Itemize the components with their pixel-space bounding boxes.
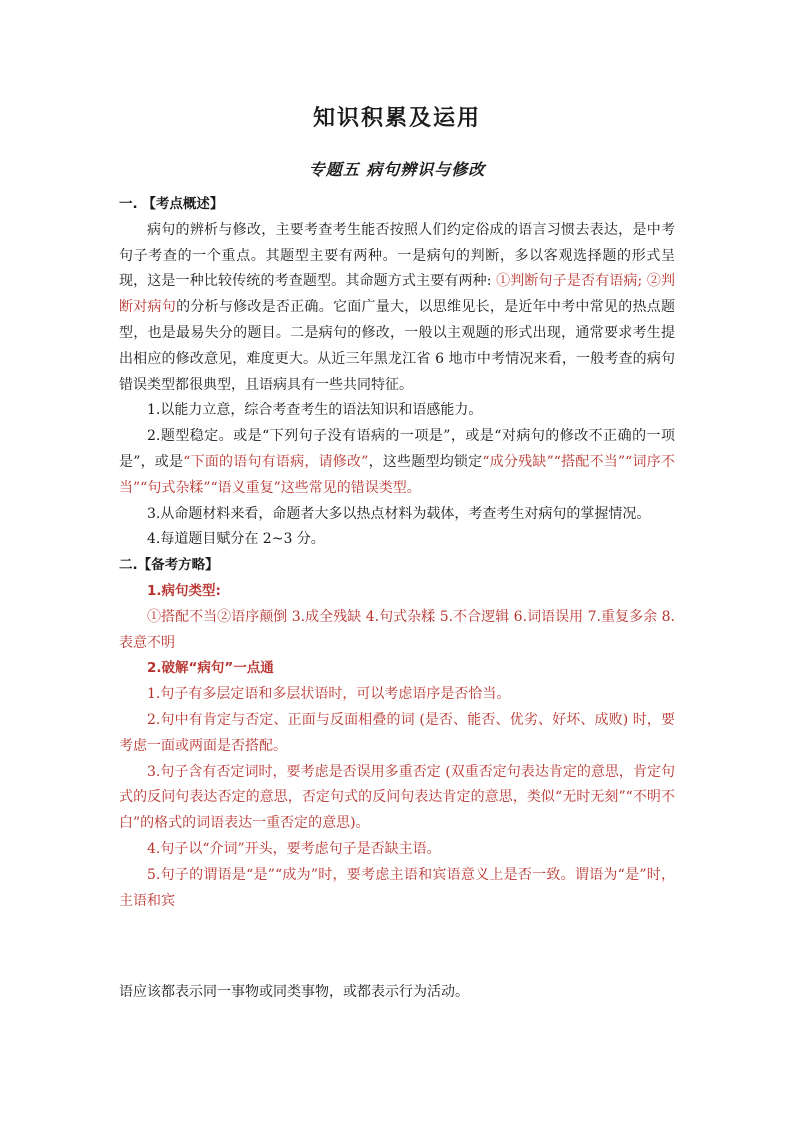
section-heading-strategy: 二.【备考方略】 bbox=[119, 557, 219, 574]
point2-text-a: 2.题型稳定。或是“下列句子没有语病的一项是”，或是“对病句的修改不正确的一项是”，或是 bbox=[119, 428, 675, 470]
point2-highlight-2: “成分残缺”“搭配不当”“词序不当”“句式杂糅”“语义重复” bbox=[119, 453, 675, 496]
page-subtitle: 专题五 病句辨识与修改 bbox=[308, 160, 486, 179]
strategy-sub-heading-2: 2.破解“病句”一点通 bbox=[147, 660, 274, 677]
overview-text-a: 病句的辨析与修改，主要考查考生能否按照人们约定俗成的语言习惯去表达，是中考句子考查的一个重点。其题型主要有两种。一是病句的判断，多以客观选择题的形式呈现，这是一种比较传统的考查题型。其命题方式主要有两种: bbox=[119, 221, 675, 290]
page-title: 知识积累及运用 bbox=[312, 106, 481, 131]
section-heading-overview: 一. 【考点概述】 bbox=[119, 196, 224, 212]
strategy-sub-heading-1: 1.病句类型: bbox=[147, 582, 221, 599]
point2-highlight-1: “下面的语句有语病，请修改” bbox=[183, 453, 369, 470]
overview-point-3: 3.从命题材料来看，命题者大多以热点材料为载体，考查考生对病句的掌握情况。 bbox=[147, 505, 651, 522]
overview-point-4: 4.每道题目赋分在 2~3 分。 bbox=[147, 531, 325, 548]
strategy-tip-5: 5.句子的谓语是“是”“成为”时，要考虑主语和宾语意义上是否一致。谓语为“是”时，主语和宾 bbox=[119, 866, 675, 909]
main-content bbox=[119, 192, 675, 914]
strategy-tip-3: 3.句子含有否定词时，要考虑是否误用多重否定 (双重否定句表达肯定的意思，肯定句式的反问句表达否定的意思，否定句式的反问句表达肯定的意思，类似“无时无刻”“不明不白”的格式的词语表达一重否定的意思)。 bbox=[119, 763, 675, 832]
point2-text-b: ，这些题型均锁定 bbox=[368, 453, 483, 470]
error-type-list: ①搭配不当②语序颠倒 3.成全残缺 4.句式杂糅 5.不合逻辑 6.词语误用 7.重复多余 8.表意不明 bbox=[119, 608, 675, 651]
overview-highlight: ①判断句子是否有语病; ②判断对病句 bbox=[119, 273, 676, 316]
point2-text-c: 这些常见的错误类型。 bbox=[280, 479, 421, 496]
strategy-tip-4: 4.句子以“介词”开头，要考虑句子是否缺主语。 bbox=[147, 840, 441, 857]
strategy-tip-1: 1.句子有多层定语和多层状语时，可以考虑语序是否恰当。 bbox=[147, 686, 511, 703]
strategy-tip-2: 2.句中有肯定与否定、正面与反面相叠的词 (是否、能否、优劣、好坏、成败) 时，要考虑一面或两面是否搭配。 bbox=[119, 711, 675, 754]
overview-paragraph bbox=[119, 218, 675, 399]
overview-point-2 bbox=[119, 424, 675, 501]
overview-point-1: 1.以能力立意，综合考查考生的语法知识和语感能力。 bbox=[147, 402, 483, 419]
overview-text-b: 的分析与修改是否正确。它面广量大，以思维见长，是近年中考中常见的热点题型，也是最易失分的题目。二是病句的修改，一般以主观题的形式出现，通常要求考生提出相应的修改意见，难度更大。从近三年黑龙江省 6 地市中考情况来看，一般考查的病句错误类型都很典型，且语病具有一些共同特征。 bbox=[119, 299, 676, 393]
continuation-text: 语应该都表示同一事物或同类事物，或都表示行为活动。 bbox=[119, 984, 469, 1000]
